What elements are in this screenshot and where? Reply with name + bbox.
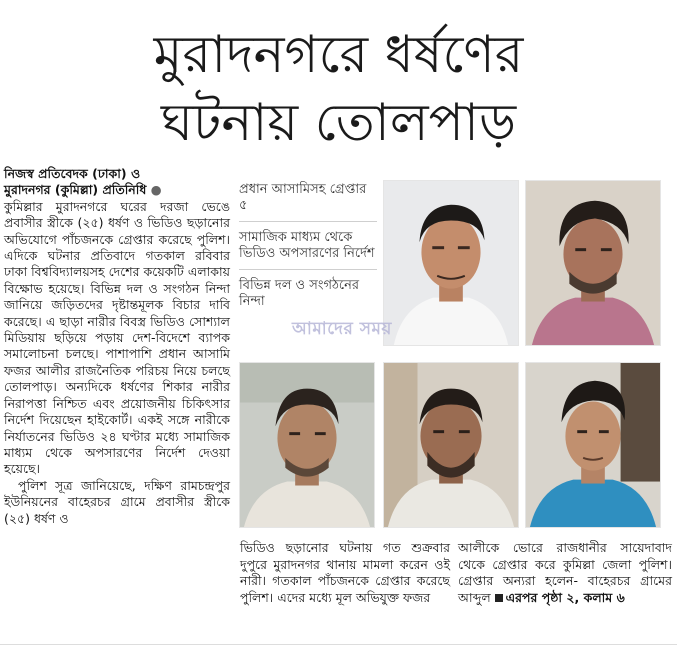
bottom-text-right-body: আলীকে ভোরে রাজধানীর সায়েদাবাদ থেকে গ্রেপ্তার করে কুমিল্লা জেলা পুলিশ। গ্রেপ্তার অন্যরা হলেন- বাহেরচর গ্রামের আব্দুল: [458, 540, 672, 605]
continued-label: এরপর পৃষ্ঠা ২, কলাম ৬: [505, 589, 625, 605]
byline-line-1: নিজস্ব প্রতিবেদক (ঢাকা) ও: [4, 166, 141, 181]
byline-bullet-icon: ●: [150, 182, 162, 198]
next-article-strip: [0, 644, 677, 656]
accused-photo-5: [525, 362, 661, 528]
bottom-text-left: ভিডিও ছড়ানোর ঘটনায় গত শুক্রবার দুপুরে মুরাদনগর থানায় মামলা করেন ওই নারী। গতকাল পাঁচজনকে গ্রেপ্তার করেছে পুলিশ। এদের মধ্যে মূল অভিযুক্ত ফজর: [240, 540, 450, 605]
subhead-3: বিভিন্ন দল ও সংগঠনের নিন্দা: [239, 278, 360, 309]
square-bullet-icon: [495, 594, 503, 602]
continued-reference: [495, 590, 625, 605]
byline-line-2: মুরাদনগর (কুমিল্লা) প্রতিনিধি: [4, 182, 147, 198]
article-paragraph-2: পুলিশ সূত্র জানিয়েছে, দক্ষিণ রামচন্দ্রপুর ইউনিয়নের বাহেরচর গ্রামে প্রবাসীর স্ত্রীকে (২৫) ধর্ষণ ও: [4, 477, 230, 526]
subhead-2: সামাজিক মাধ্যম থেকে ভিডিও অপসারণের নির্দেশ: [239, 228, 377, 270]
accused-photo-3: [239, 362, 375, 528]
headline-line-2: ঘটনায় তোলপাড়: [160, 93, 517, 153]
article-paragraph-1: কুমিল্লার মুরাদনগরে ঘরের দরজা ভেঙে প্রবাসীর স্ত্রীকে (২৫) ধর্ষণ ও ভিডিও ছড়ানোর অভিযোগে পাঁচজনকে গ্রেপ্তার করেছে পুলিশ। এদিকে ঘটনার প্রতিবাদে গতকাল রবিবার ঢাকা বিশ্ববিদ্যালয়সহ দেশের কয়েকটি এলাকায় বিক্ষোভ হয়েছে। বিভিন্ন দল ও সংগঠন নিন্দা জানিয়ে জড়িতদের দৃষ্টান্তমূলক বিচার দাবি করেছে। এ ছাড়া নারীর বিবস্ত্র ভিডিও সোশ্যাল মিডিয়ায় ছড়িয়ে পড়ায় দেশ-বিদেশে ব্যাপক সমালোচনা চলছে। পাশাপাশি প্রধান আসামি ফজর আলীর রাজনৈতিক পরিচয় নিয়ে চলছে তোলপাড়। অন্যদিকে ধর্ষণের শিকার নারীর নিরাপত্তা নিশ্চিত এবং প্রয়োজনীয় চিকিৎসার নির্দেশ দিয়েছেন হাইকোর্ট। একই সঙ্গে নারীকে নির্যাতনের ভিডিও ২৪ ঘণ্টার মধ্যে সামাজিক মাধ্যম থেকে অপসারণের নির্দেশ দেওয়া হয়েছে।: [4, 198, 230, 477]
subhead-1: প্রধান আসামিসহ গ্রেপ্তার ৫: [239, 180, 377, 222]
headline-line-1: মুরাদনগরে ধর্ষণের: [153, 25, 524, 85]
previous-article-strip: [0, 0, 677, 8]
byline: [4, 166, 230, 199]
subheadline-stack: [239, 180, 377, 323]
accused-photo-4: [383, 362, 519, 528]
watermark: আমাদের সময়: [292, 319, 392, 339]
article-body-column: [4, 166, 230, 527]
accused-photo-1: [383, 180, 519, 346]
accused-photo-2: [525, 180, 661, 346]
bottom-text-right: [458, 540, 672, 606]
